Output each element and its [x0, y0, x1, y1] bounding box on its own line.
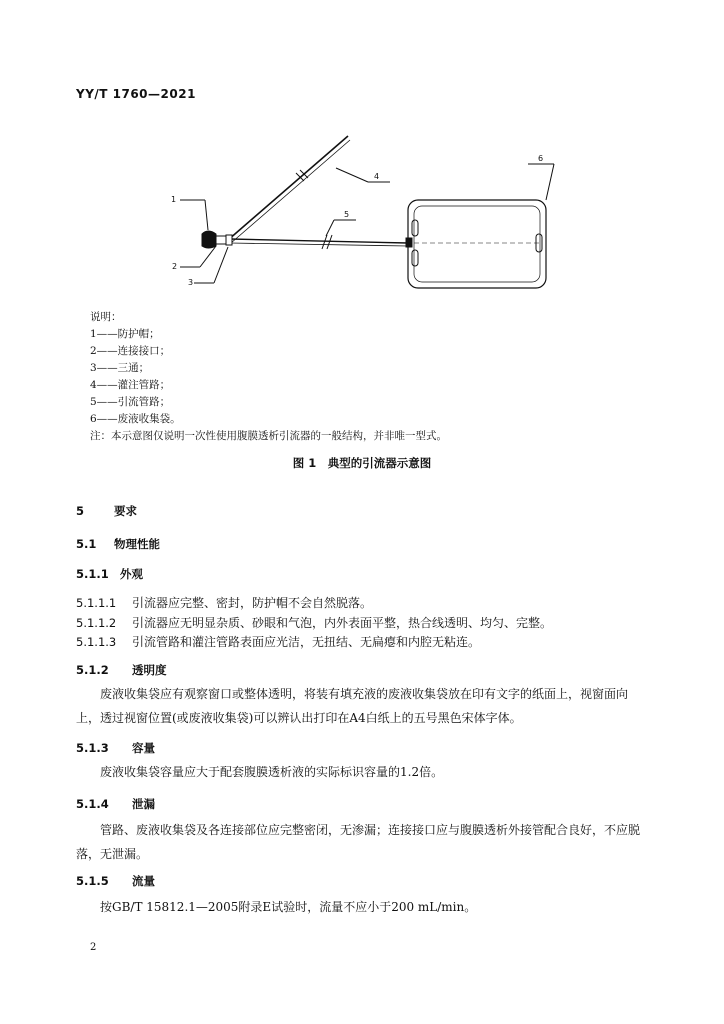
section-number: 5.1.2: [76, 663, 109, 677]
section-number: 5.1.3: [76, 741, 109, 755]
section-5-1-2-heading: [76, 662, 167, 678]
protective-cap: [202, 231, 216, 248]
figure-caption: 图 1 典型的引流器示意图: [292, 456, 432, 470]
legend-item: 2——连接接口；: [90, 345, 171, 357]
legend-item: 5——引流管路；: [90, 396, 171, 408]
clause-text: 引流管路和灌注管路表面应光洁，无扭结、无扁瘪和内腔无粘连。: [132, 635, 481, 649]
section-number: 5.1.1: [76, 567, 109, 581]
callout-1: 1: [171, 195, 177, 204]
drainage-device-diagram: [150, 130, 570, 300]
legend-title: 说明：: [90, 311, 122, 323]
section-title: 容量: [132, 741, 155, 755]
figure-legend: [90, 309, 447, 445]
callout-3: 3: [188, 278, 194, 287]
legend-item: 3——三通；: [90, 362, 150, 374]
paragraph-5-1-3: 废液收集袋容量应大于配套腹膜透析液的实际标识容量的1.2倍。: [100, 765, 444, 779]
clause-5-1-1-2: [76, 614, 552, 631]
perfusion-tube: [228, 136, 348, 240]
section-5-1-heading: [76, 536, 160, 552]
legend-item: 4——灌注管路；: [90, 379, 171, 391]
section-number: 5.1: [76, 537, 97, 551]
callout-4: 4: [374, 172, 380, 181]
tee-joint: [226, 235, 232, 245]
clause-text: 引流器应完整、密封，防护帽不会自然脱落。: [132, 596, 373, 610]
clause-number: 5.1.1.3: [76, 635, 117, 649]
section-title: 透明度: [132, 663, 167, 677]
clause-text: 引流器应无明显杂质、砂眼和气泡，内外表面平整，热合线透明、均匀、完整。: [132, 616, 553, 630]
clause-number: 5.1.1.1: [76, 596, 117, 610]
clause-5-1-1-1: [76, 594, 372, 611]
section-title: 物理性能: [114, 537, 160, 551]
section-5-1-1-heading: [76, 566, 143, 582]
figure-note: 注：本示意图仅说明一次性使用腹膜透析引流器的一般结构，并非唯一型式。: [90, 430, 447, 442]
section-title: 外观: [120, 567, 143, 581]
callout-5: 5: [344, 210, 350, 219]
page-number: 2: [90, 942, 97, 953]
clause-number: 5.1.1.2: [76, 616, 117, 630]
section-5-1-5-heading: [76, 873, 155, 889]
paragraph-5-1-5: 按GB/T 15812.1—2005附录E试验时，流量不应小于200 mL/min。: [100, 900, 477, 914]
waste-bag: [408, 200, 546, 288]
paragraph-5-1-4: 管路、废液收集袋及各连接部位应完整密闭，无渗漏；连接接口应与腹膜透析外接管配合良好，不应脱落，无泄漏。: [76, 823, 641, 861]
callout-6: 6: [538, 154, 544, 163]
section-number: 5: [76, 504, 85, 518]
section-5-1-4-heading: [76, 796, 155, 812]
standard-code: YY/T 1760—2021: [76, 87, 196, 101]
legend-item: 1——防护帽；: [90, 328, 160, 340]
paragraph-5-1-2: 废液收集袋应有观察窗口或整体透明，将装有填充液的废液收集袋放在印有文字的纸面上，视窗面向上，透过视窗位置(或废液收集袋)可以辨认出打印在A4白纸上的五号黑色宋体字体。: [76, 687, 629, 725]
section-number: 5.1.4: [76, 797, 109, 811]
section-number: 5.1.5: [76, 874, 109, 888]
clause-5-1-1-3: [76, 633, 480, 650]
drain-tube: [230, 239, 408, 243]
legend-item: 6——废液收集袋。: [90, 413, 181, 425]
section-5-heading: [76, 503, 137, 519]
section-title: 泄漏: [132, 797, 155, 811]
callout-2: 2: [172, 262, 178, 271]
section-5-1-3-heading: [76, 740, 155, 756]
section-title: 流量: [132, 874, 155, 888]
connector: [216, 236, 226, 244]
section-title: 要求: [114, 504, 137, 518]
